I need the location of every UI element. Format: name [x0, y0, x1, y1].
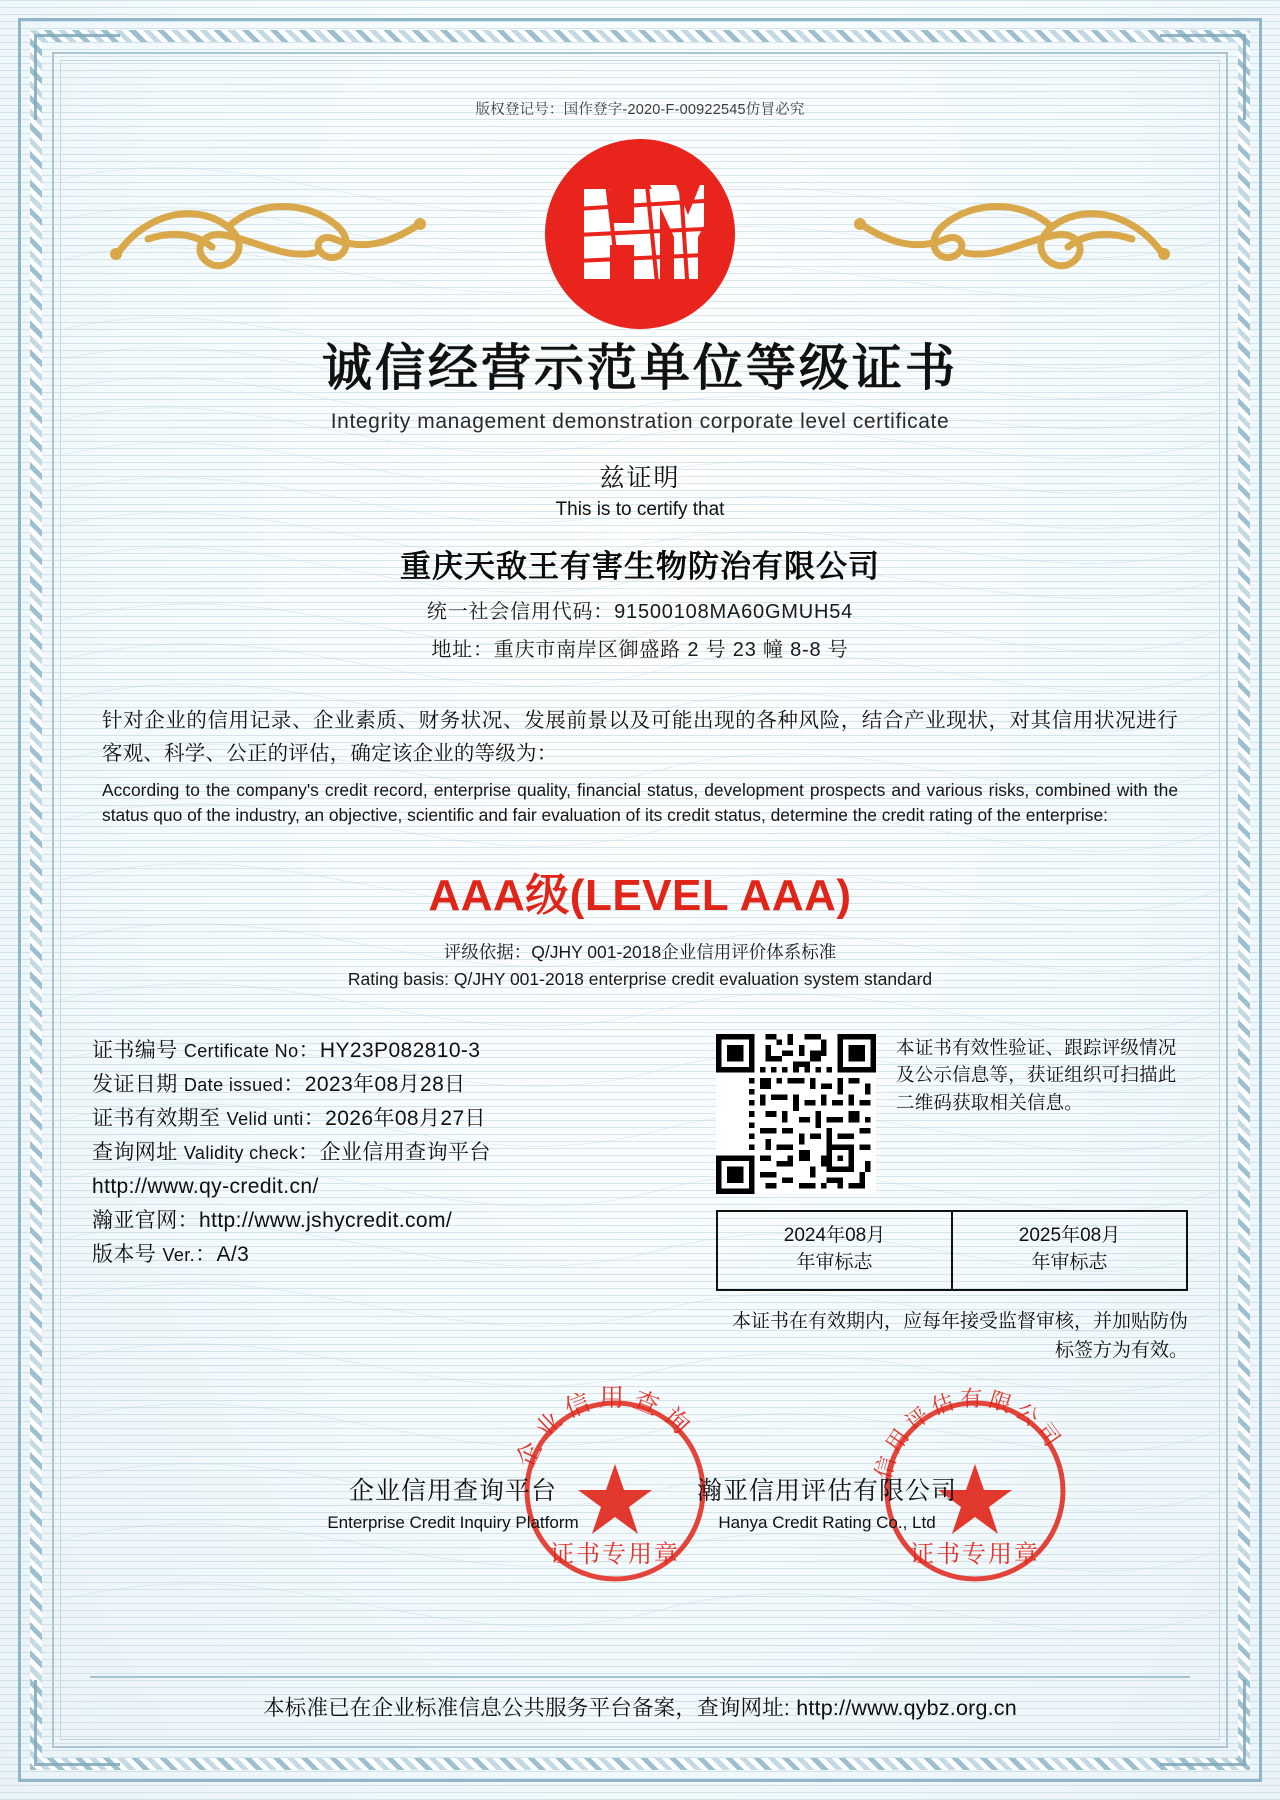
field-certificate-no-sep: ： [298, 1038, 320, 1062]
annual-review-note: 本证书在有效期内，应每年接受监督审核，并加贴防伪标签方为有效。 [731, 1310, 1188, 1362]
address-line [80, 633, 1200, 662]
field-date-issued-label-en: Date issued [183, 1074, 284, 1095]
official-website-label: 瀚亚官网： [92, 1208, 199, 1232]
official-website-url[interactable]: http://www.jshycredit.com/ [199, 1208, 453, 1232]
annual-review-date-2025: 2025年08月 [1018, 1224, 1121, 1246]
field-date-issued-value: 2023年08月28日 [304, 1072, 466, 1096]
flourish-ornament-right [842, 181, 1172, 291]
company-logo-badge [545, 139, 735, 329]
address-label: 地址： [431, 638, 494, 661]
field-certificate-no-value: HY23P082810-3 [319, 1038, 481, 1062]
qr-row [716, 1034, 1188, 1194]
address-value: 重庆市南岸区御盛路 2 号 23 幢 8-8 号 [493, 638, 849, 661]
svg-text:证书专用章: 证书专用章 [550, 1540, 680, 1568]
organization-hanya [662, 1471, 992, 1533]
field-certificate-no-label-en: Certificate No [183, 1040, 299, 1061]
evaluation-paragraph-en: According to the company's credit record, enterprise quality, financial status, development prospects and various risks, combined with the status quo of the industry, an objective, scientific and fair evaluation of its credit status, determine the credit rating of the enterprise: [102, 779, 1178, 826]
field-valid-until-sep: ： [303, 1106, 326, 1130]
qr-instructions: 本证书有效性验证、跟踪评级情况及公示信息等，获证组织可扫描此二维码获取相关信息。 [896, 1036, 1177, 1114]
footer-divider [90, 1676, 1190, 1678]
page-title-english: Integrity management demonstration corporate level certificate [330, 409, 950, 433]
official-website-line [92, 1204, 692, 1238]
organization-names [80, 1471, 1200, 1533]
seals-section [80, 1376, 1200, 1626]
page-title: 诚信经营示范单位等级证书 [322, 340, 958, 396]
annual-review-date-2024: 2024年08月 [783, 1224, 886, 1246]
logo-header-row [80, 123, 1200, 338]
credit-code-label: 统一社会信用代码： [426, 600, 615, 623]
rating-basis-cn: 评级依据：Q/JHY 001-2018企业信用评价体系标准 [443, 941, 837, 962]
rating-basis-en: Rating basis: Q/JHY 001-2018 enterprise credit evaluation system standard [347, 968, 933, 989]
hy-logo-icon [576, 175, 704, 293]
certificate-fields [92, 1034, 692, 1366]
annual-review-boxes [716, 1210, 1188, 1291]
field-valid-until-label-en: Velid unti [226, 1108, 304, 1129]
annual-review-box-2025 [951, 1212, 1186, 1289]
version-value: A/3 [216, 1242, 250, 1266]
svg-text:企业信用查询: 企业信用查询 [511, 1383, 701, 1472]
credit-code-line [80, 595, 1200, 624]
organization-hanya-en: Hanya Credit Rating Co., Ltd [718, 1512, 936, 1532]
field-validity-check-label-cn: 查询网址 [92, 1140, 178, 1164]
annual-review-label-2025: 年审标志 [1031, 1252, 1108, 1274]
organization-inquiry-platform-cn: 企业信用查询平台 [348, 1476, 557, 1505]
version-label-cn: 版本号 [92, 1242, 157, 1266]
version-line: 版本号 Ver.：A/3 [92, 1242, 250, 1266]
details-section [80, 1034, 1200, 1366]
field-valid-until-value: 2026年08月27日 [325, 1106, 486, 1130]
company-name: 重庆天敌王有害生物防治有限公司 [400, 548, 880, 584]
certificate-content [80, 70, 1200, 1730]
evaluation-paragraph [80, 704, 1200, 829]
field-valid-until-label-cn: 证书有效期至 [92, 1106, 221, 1130]
organization-inquiry-platform-en: Enterprise Credit Inquiry Platform [327, 1512, 579, 1532]
field-validity-check-label-en: Validity check [183, 1142, 299, 1163]
evaluation-paragraph-cn: 针对企业的信用记录、企业素质、财务状况、发展前景以及可能出现的各种风险，结合产业现状，对其信用状况进行客观、科学、公正的评估，确定该企业的等级为： [102, 708, 1178, 765]
svg-text:证书专用章: 证书专用章 [910, 1540, 1040, 1568]
field-validity-check-value: 企业信用查询平台 [319, 1140, 491, 1164]
certify-label-cn: 兹证明 [599, 463, 681, 492]
certify-label-en: This is to certify that [555, 498, 725, 520]
annual-review-box-2024 [718, 1212, 951, 1289]
verification-section [716, 1034, 1188, 1366]
svg-text:信用评估有限公司: 信用评估有限公司 [870, 1385, 1068, 1482]
field-validity-check [92, 1136, 692, 1170]
field-validity-check-sep: ： [298, 1140, 320, 1164]
field-valid-until [92, 1102, 692, 1136]
credit-code-value: 91500108MA60GMUH54 [614, 600, 854, 623]
annual-review-label-2024: 年审标志 [796, 1252, 873, 1274]
organization-inquiry-platform [288, 1471, 618, 1533]
verification-qr-code[interactable] [716, 1034, 876, 1194]
organization-hanya-cn: 瀚亚信用评估有限公司 [696, 1476, 957, 1505]
validity-check-url[interactable]: http://www.qy-credit.cn/ [92, 1174, 319, 1198]
field-certificate-no [92, 1034, 692, 1068]
credit-level-value: AAA级(LEVEL AAA) [428, 870, 852, 920]
field-date-issued-label-cn: 发证日期 [92, 1072, 178, 1096]
flourish-ornament-left [108, 181, 438, 291]
footer-record-note: 本标准已在企业标准信息公共服务平台备案，查询网址: http://www.qybz.org.cn [263, 1696, 1017, 1720]
field-date-issued-sep: ： [283, 1072, 305, 1096]
field-certificate-no-label-cn: 证书编号 [92, 1038, 178, 1062]
copyright-registration-text: 版权登记号：国作登字-2020-F-00922545仿冒必究 [475, 102, 805, 118]
version-label-en: Ver. [162, 1244, 196, 1265]
field-date-issued [92, 1068, 692, 1102]
